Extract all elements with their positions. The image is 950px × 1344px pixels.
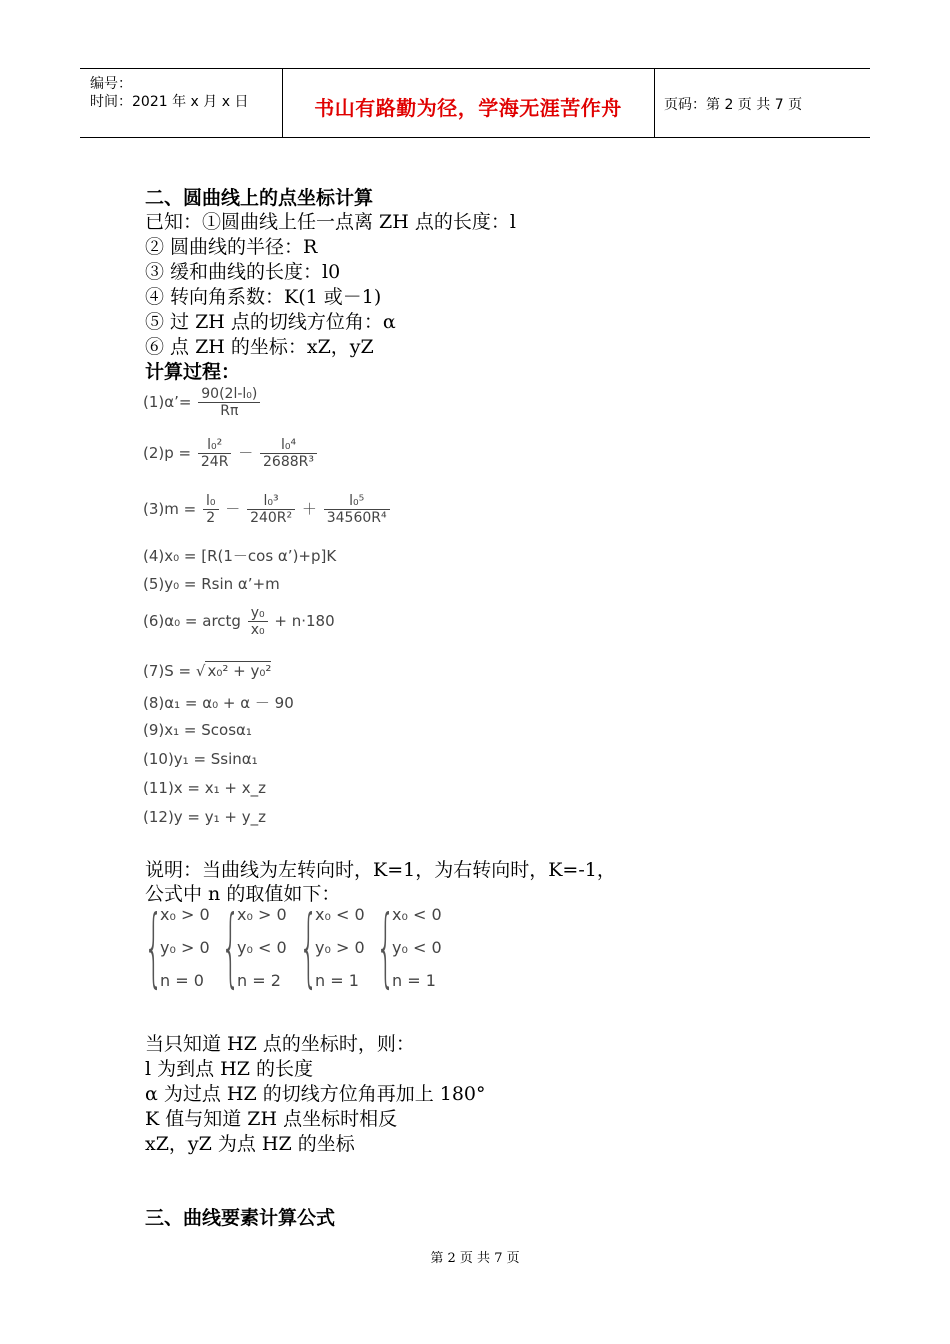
header-motto xyxy=(282,69,655,137)
formula-2-num-a: l₀² xyxy=(198,437,232,454)
formula-3-num-c: l₀⁵ xyxy=(324,493,390,510)
case-4-n: n = 1 xyxy=(392,971,436,990)
formula-2 xyxy=(143,437,319,470)
known-1: 已知：①圆曲线上任一点离 ZH 点的长度：l xyxy=(145,211,516,233)
number-label: 编号： xyxy=(90,76,132,92)
section2-title: 二、圆曲线上的点坐标计算 xyxy=(145,187,374,209)
formula-3-den-b: 240R² xyxy=(250,510,293,526)
case-2-y: y₀ < 0 xyxy=(237,938,287,957)
section3-title: 三、曲线要素计算公式 xyxy=(145,1207,336,1229)
formula-3-num-a: l₀ xyxy=(203,493,219,510)
formula-2-op: － xyxy=(238,444,254,462)
case-3 xyxy=(299,897,365,1001)
formula-5: (5)y₀ = Rsin α’+m xyxy=(143,575,280,593)
formula-3-frac-b xyxy=(247,493,295,526)
formula-3-frac-c xyxy=(324,493,390,526)
case-4-x: x₀ < 0 xyxy=(392,905,442,924)
case-1-n: n = 0 xyxy=(160,971,204,990)
known-4: ④ 转向角系数：K(1 或－1) xyxy=(145,286,382,308)
known-2: ② 圆曲线的半径：R xyxy=(145,236,318,258)
brace-icon: { xyxy=(299,897,319,997)
case-1-x: x₀ > 0 xyxy=(160,905,210,924)
hz-line-3: α 为过点 HZ 的切线方位角再加上 180° xyxy=(145,1083,486,1105)
case-2-n: n = 2 xyxy=(237,971,281,990)
case-3-n: n = 1 xyxy=(315,971,359,990)
formula-1-label: (1)α’= xyxy=(143,393,192,411)
formula-10: (10)y₁ = Ssinα₁ xyxy=(143,750,258,768)
formula-6-fraction xyxy=(248,605,268,638)
formula-3-frac-a xyxy=(203,493,219,526)
case-4 xyxy=(376,897,442,1001)
page-footer: 第 2 页 共 7 页 xyxy=(430,1251,520,1266)
process-label: 计算过程： xyxy=(145,361,241,383)
formula-6 xyxy=(143,605,335,638)
header-meta xyxy=(80,69,283,137)
hz-line-4: K 值与知道 ZH 点坐标时相反 xyxy=(145,1108,398,1130)
formula-7-label: (7)S = xyxy=(143,662,192,680)
sqrt-icon: √ xyxy=(195,662,206,680)
formula-6-den: x₀ xyxy=(250,622,265,638)
brace-icon: { xyxy=(376,897,396,997)
case-3-x: x₀ < 0 xyxy=(315,905,365,924)
page-header xyxy=(80,68,870,138)
formula-4: (4)x₀ = [R(1－cos α’)+p]K xyxy=(143,547,337,565)
page-info-text: 页码：第 2 页 共 7 页 xyxy=(664,97,803,113)
formula-1-den: Rπ xyxy=(220,403,239,419)
hz-line-5: xZ，yZ 为点 HZ 的坐标 xyxy=(145,1133,355,1155)
formula-3-den-a: 2 xyxy=(206,510,216,526)
formula-3-op2: ＋ xyxy=(301,500,317,518)
formula-11: (11)x = x₁ + x_z xyxy=(143,779,267,797)
formula-7 xyxy=(143,662,271,680)
case-3-y: y₀ > 0 xyxy=(315,938,365,957)
formula-3-op1: － xyxy=(225,500,241,518)
hz-line-1: 当只知道 HZ 点的坐标时，则： xyxy=(145,1033,415,1055)
formula-2-label: (2)p = xyxy=(143,444,192,462)
note-line-2: 公式中 n 的取值如下： xyxy=(145,883,341,905)
known-3: ③ 缓和曲线的长度：l0 xyxy=(145,261,341,283)
case-4-y: y₀ < 0 xyxy=(392,938,442,957)
formula-12: (12)y = y₁ + y_z xyxy=(143,808,267,826)
formula-6-tail: + n·180 xyxy=(274,612,335,630)
known-5: ⑤ 过 ZH 点的切线方位角：α xyxy=(145,311,396,333)
formula-7-root: x₀² + y₀² xyxy=(207,662,272,680)
case-1-y: y₀ > 0 xyxy=(160,938,210,957)
formula-8: (8)α₁ = α₀ + α － 90 xyxy=(143,694,294,712)
known-6: ⑥ 点 ZH 的坐标：xZ，yZ xyxy=(145,336,374,358)
note-line-1: 说明：当曲线为左转向时，K=1，为右转向时，K=-1， xyxy=(145,859,616,881)
formula-3-num-b: l₀³ xyxy=(247,493,295,510)
formula-6-label: (6)α₀ = arctg xyxy=(143,612,241,630)
header-page-info xyxy=(654,69,870,137)
formula-6-num: y₀ xyxy=(248,605,268,622)
formula-9: (9)x₁ = Scosα₁ xyxy=(143,721,252,739)
formula-1 xyxy=(143,386,262,419)
motto-text: 书山有路勤为径，学海无涯苦作舟 xyxy=(314,96,622,120)
brace-icon: { xyxy=(221,897,241,997)
formula-3-den-c: 34560R⁴ xyxy=(326,510,387,526)
case-2 xyxy=(221,897,287,1001)
case-1 xyxy=(144,897,210,1001)
formula-2-frac-a xyxy=(198,437,232,470)
case-2-x: x₀ > 0 xyxy=(237,905,287,924)
formula-2-den-a: 24R xyxy=(200,454,229,470)
brace-icon: { xyxy=(144,897,164,997)
formula-3 xyxy=(143,493,392,526)
formula-2-frac-b xyxy=(260,437,317,470)
formula-1-fraction xyxy=(198,386,260,419)
formula-3-label: (3)m = xyxy=(143,500,197,518)
hz-line-2: l 为到点 HZ 的长度 xyxy=(145,1058,313,1080)
formula-2-num-b: l₀⁴ xyxy=(260,437,317,454)
formula-2-den-b: 2688R³ xyxy=(263,454,314,470)
formula-1-num: 90(2l-l₀) xyxy=(198,386,260,403)
time-label: 时间：2021 年 x 月 x 日 xyxy=(90,94,249,110)
